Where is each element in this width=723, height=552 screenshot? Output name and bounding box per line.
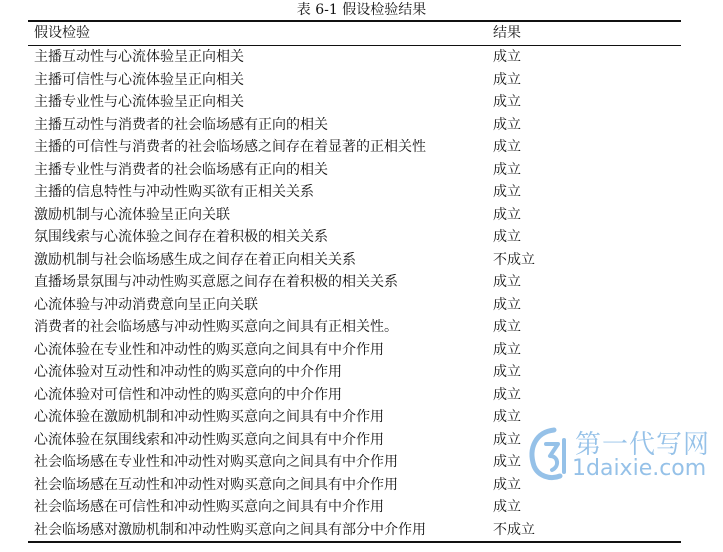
watermark <box>520 420 720 490</box>
hypothesis-cell: 直播场景氛围与冲动性购买意愿之间存在着积极的相关关系 <box>34 274 398 290</box>
hypothesis-cell: 激励机制与心流体验呈正向关联 <box>34 206 230 223</box>
result-cell: 成立 <box>493 229 521 245</box>
table-row <box>28 384 681 407</box>
result-cell: 成立 <box>493 431 521 448</box>
hypothesis-cell: 心流体验对互动性和冲动性的购买意向的中介作用 <box>34 364 342 380</box>
result-cell: 不成立 <box>493 251 535 268</box>
table-row <box>28 519 681 542</box>
table-row <box>28 361 681 384</box>
hypothesis-cell: 社会临场感在专业性和冲动性对购买意向之间具有中介作用 <box>34 454 398 470</box>
hypothesis-cell: 激励机制与社会临场感生成之间存在着正向相关关系 <box>34 251 356 268</box>
table-caption: 表 6-1 假设检验结果 <box>296 2 427 18</box>
result-cell: 成立 <box>493 206 521 223</box>
table-row <box>28 226 681 249</box>
result-cell: 成立 <box>493 386 521 403</box>
result-cell: 成立 <box>493 49 521 65</box>
result-cell: 成立 <box>493 364 521 380</box>
result-cell: 成立 <box>493 94 521 110</box>
hypothesis-cell: 主播的信息特性与冲动性购买欲有正相关关系 <box>34 184 314 200</box>
table-row <box>28 181 681 204</box>
table-row <box>28 339 681 362</box>
table-row <box>28 294 681 317</box>
result-cell: 成立 <box>493 454 521 470</box>
table-row <box>28 69 681 92</box>
result-cell: 成立 <box>493 116 521 133</box>
hypothesis-cell: 心流体验与冲动消费意向呈正向关联 <box>34 296 258 313</box>
table-bottom-rule <box>28 541 681 543</box>
hypothesis-cell: 主播可信性与心流体验呈正向相关 <box>34 71 244 88</box>
hypothesis-cell: 心流体验在氛围线索和冲动性购买意向之间具有中介作用 <box>34 431 384 448</box>
table-row <box>28 316 681 339</box>
hypothesis-cell: 心流体验在专业性和冲动性的购买意向之间具有中介作用 <box>34 341 384 358</box>
result-cell: 成立 <box>493 71 521 88</box>
result-cell: 成立 <box>493 274 521 290</box>
table-header-row <box>28 22 681 45</box>
table-row <box>28 496 681 519</box>
watermark-text-en: 1daixie.com <box>572 456 707 481</box>
table-row <box>28 91 681 114</box>
watermark-text-cn: 第一代写网 <box>575 430 711 460</box>
result-cell: 成立 <box>493 161 521 178</box>
table-row <box>28 136 681 159</box>
result-cell: 成立 <box>493 409 521 425</box>
table-row <box>28 249 681 272</box>
hypothesis-cell: 社会临场感在互动性和冲动性对购买意向之间具有中介作用 <box>34 476 398 493</box>
header-hypothesis: 假设检验 <box>34 25 90 41</box>
hypothesis-cell: 主播专业性与消费者的社会临场感有正向的相关 <box>34 161 328 178</box>
table-row <box>28 159 681 182</box>
hypothesis-cell: 主播互动性与心流体验呈正向相关 <box>34 49 244 65</box>
watermark-logo-icon <box>524 426 572 482</box>
result-cell: 成立 <box>493 296 521 313</box>
table-row <box>28 46 681 69</box>
hypothesis-cell: 主播的可信性与消费者的社会临场感之间存在着显著的正相关性 <box>34 139 426 155</box>
result-cell: 成立 <box>493 476 521 493</box>
table-row <box>28 271 681 294</box>
result-cell: 成立 <box>493 139 521 155</box>
table-row <box>28 114 681 137</box>
hypothesis-cell: 社会临场感对激励机制和冲动性购买意向之间具有部分中介作用 <box>34 521 426 538</box>
table-row <box>28 204 681 227</box>
result-cell: 成立 <box>493 319 521 335</box>
hypothesis-cell: 社会临场感在可信性和冲动性购买意向之间具有中介作用 <box>34 499 384 515</box>
hypothesis-cell: 氛围线索与心流体验之间存在着积极的相关关系 <box>34 229 328 245</box>
result-cell: 成立 <box>493 341 521 358</box>
hypothesis-cell: 心流体验对可信性和冲动性的购买意向的中介作用 <box>34 386 342 403</box>
hypothesis-cell: 主播互动性与消费者的社会临场感有正向的相关 <box>34 116 328 133</box>
hypothesis-cell: 心流体验在激励机制和冲动性购买意向之间具有中介作用 <box>34 409 384 425</box>
hypothesis-cell: 消费者的社会临场感与冲动性购买意向之间具有正相关性。 <box>34 319 398 335</box>
result-cell: 成立 <box>493 184 521 200</box>
result-cell: 不成立 <box>493 521 535 538</box>
hypothesis-cell: 主播专业性与心流体验呈正向相关 <box>34 94 244 110</box>
header-result: 结果 <box>493 25 521 41</box>
result-cell: 成立 <box>493 499 521 515</box>
